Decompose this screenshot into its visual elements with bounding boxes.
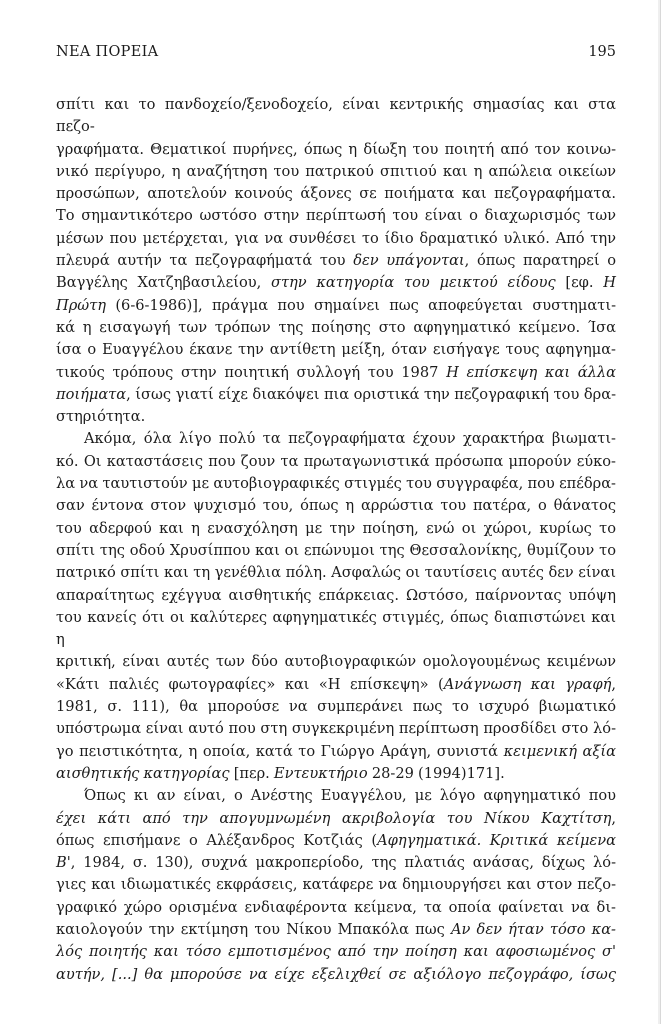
text-line: [56, 339, 616, 361]
italic-text: Πρώτη: [56, 296, 107, 314]
text-line: [56, 651, 616, 673]
page-number: 195: [588, 44, 616, 60]
text-run: μέσων που μετέρχεται, για να συνθέσει το ίδιο δραματικό υλικό. Από την: [56, 229, 616, 247]
text-line: [56, 495, 616, 517]
text-line: [56, 428, 616, 450]
text-run: στηριότητα.: [56, 408, 146, 426]
text-run: , 1984, σ. 130), συχνά μακροπερίοδο, της πλατιάς ανάσας, δίχως λό-: [70, 854, 616, 872]
italic-text: Εντευκτήριο: [273, 764, 368, 782]
text-run: , όπως παρατηρεί ο: [464, 252, 617, 270]
text-run: (6-6-1986)], πράγμα που σημαίνει πως αποφεύγεται συστηματι-: [106, 296, 616, 314]
text-run: πλευρά αυτήν τα πεζογραφήματά του: [56, 252, 354, 270]
text-line: [56, 964, 616, 986]
text-line: [56, 295, 616, 317]
text-run: 28-29 (1994)171].: [367, 764, 505, 782]
text-run: Το σημαντικότερο ωστόσο στην περίπτωσή του είναι ο διαχωρισμός των: [56, 207, 616, 225]
text-line: [56, 384, 616, 406]
text-run: λα να ταυτιστούν με αυτοβιογραφικές στιγμές του συγγραφέα, που επέδρα-: [56, 475, 616, 493]
text-line: [56, 183, 616, 205]
text-line: [56, 763, 616, 785]
text-line: [56, 205, 616, 227]
italic-text: Αν δεν ήταν τόσο κα-: [450, 920, 616, 938]
italic-text: Β': [56, 854, 71, 872]
text-line: [56, 139, 616, 161]
text-line: [56, 406, 616, 428]
text-run: Ακόμα, όλα λίγο πολύ τα πεζογραφήματα έχουν χαρακτήρα βιωματι-: [84, 430, 616, 448]
text-run: «Κάτι παλιές φωτογραφίες» και «Η επίσκεψη» (: [56, 675, 444, 693]
text-run: 1981, σ. 111), θα μπορούσε να συμπεράνει πως το ισχυρό βιωματικό: [56, 698, 616, 716]
text-line: [56, 696, 616, 718]
text-run: γιες και ιδιωματικές εκφράσεις, κατάφερε να δημιουργήσει και στον πεζο-: [56, 876, 616, 894]
text-line: [56, 362, 616, 384]
text-run: του αδερφού και η ενασχόληση με την ποίηση, ενώ οι χώροι, κυρίως το: [56, 519, 616, 537]
text-line: [56, 607, 616, 652]
text-run: κά η εισαγωγή των τρόπων της ποίησης στο αφηγηματικό κείμενο. Ίσα: [56, 318, 616, 336]
text-run: σαν έντονα στον ψυχισμό του, όπως η αρρώστια του πατέρα, ο θάνατος: [56, 497, 616, 515]
text-line: [56, 718, 616, 740]
text-line: [56, 94, 616, 139]
text-run: Βαγγέλης Χατζηβασιλείου,: [56, 274, 271, 292]
text-run: του κανείς ότι οι καλύτερες αφηγηματικές στιγμές, όπως διαπιστώνει και η: [56, 608, 616, 649]
text-line: [56, 852, 616, 874]
text-run: σπίτι της οδού Χρυσίππου και οι επώνυμοι της Θεσσαλονίκης, θυμίζουν το: [56, 541, 616, 559]
text-line: [56, 919, 616, 941]
text-run: πατρικό σπίτι και τη γενέθλια πόλη. Ασφαλώς οι ταυτίσεις αυτές δεν είναι: [56, 564, 616, 582]
text-line: [56, 562, 616, 584]
text-run: Όπως κι αν είναι, ο Ανέστης Ευαγγέλου, με λόγο αφηγηματικό που: [84, 787, 616, 805]
text-line: [56, 272, 616, 294]
text-run: απαραίτητως εχέγγυα αισθητικής επάρκειας. Ωστόσο, παίρνοντας υπόψη: [56, 586, 616, 604]
page-header: [56, 44, 616, 68]
text-run: ,: [611, 675, 616, 693]
text-line: [56, 874, 616, 896]
text-line: [56, 808, 616, 830]
italic-text: Η: [603, 274, 617, 292]
text-line: [56, 830, 616, 852]
text-line: [56, 897, 616, 919]
text-run: προσώπων, αποτελούν κοινούς άξονες σε ποιήματα και πεζογραφήματα.: [56, 185, 616, 203]
text-line: [56, 228, 616, 250]
text-line: [56, 473, 616, 495]
text-line: [56, 161, 616, 183]
text-line: [56, 785, 616, 807]
italic-text: δεν υπάγονται: [353, 252, 465, 270]
italic-text: έχει κάτι από την απογυμνωμένη ακριβολογία του Νίκου Καχτίτση: [56, 809, 612, 827]
italic-text: Ανάγνωση και γραφή: [443, 675, 612, 693]
text-run: [περ.: [229, 764, 274, 782]
text-run: ίσα ο Ευαγγέλου έκανε την αντίθετη μείξη, όταν εισήγαγε τους αφηγημα-: [56, 341, 616, 359]
italic-text: αυτήν, [...] θα μπορούσε να είχε εξελιχθεί σε αξιόλογο πεζογράφο, ίσως: [56, 965, 616, 983]
text-line: [56, 250, 616, 272]
text-line: [56, 317, 616, 339]
text-run: υπόστρωμα είναι αυτό που στη συγκεκριμένη περίπτωση προσδίδει στο λό-: [56, 720, 616, 738]
italic-text: Η επίσκεψη και άλλα: [446, 363, 616, 381]
body-text: [56, 94, 616, 986]
text-run: ,: [611, 809, 616, 827]
text-line: [56, 674, 616, 696]
text-run: κριτική, είναι αυτές των δύο αυτοβιογραφικών ομολογουμένως κειμένων: [56, 653, 616, 671]
italic-text: κειμενική αξία: [503, 742, 616, 760]
italic-text: Αφηγηματικά. Κριτικά κείμενα: [377, 831, 616, 849]
text-line: [56, 451, 616, 473]
text-run: γραφικό χώρο ορισμένα ενδιαφέροντα κείμενα, τα οποία φαίνεται να δι-: [56, 898, 616, 916]
text-line: [56, 518, 616, 540]
italic-text: ποιήματα: [56, 385, 127, 403]
text-run: κό. Οι καταστάσεις που ζουν τα πρωταγωνιστικά πρόσωπα μπορούν εύκο-: [56, 452, 616, 470]
italic-text: αισθητικής κατηγορίας: [56, 764, 230, 782]
text-run: σπίτι και το πανδοχείο/ξενοδοχείο, είναι κεντρικής σημασίας και στα πεζο-: [56, 96, 616, 136]
text-line: [56, 585, 616, 607]
text-run: [εφ.: [555, 274, 604, 292]
italic-text: λός ποιητής και τόσο εμποτισμένος από την ποίηση και αφοσιωμένος σ': [56, 943, 616, 961]
text-line: [56, 941, 616, 963]
text-run: νικό περίγυρο, η αναζήτηση του πατρικού σπιτιού και η απώλεια οικείων: [56, 162, 616, 180]
text-line: [56, 540, 616, 562]
text-run: γο πειστικότητα, η οποία, κατά το Γιώργο Αράγη, συνιστά: [56, 742, 504, 760]
text-run: γραφήματα. Θεματικοί πυρήνες, όπως η δίωξη του ποιητή από τον κοινω-: [56, 140, 616, 158]
text-run: τικούς τρόπους στην ποιητική συλλογή του 1987: [56, 363, 447, 381]
running-head: ΝΕΑ ΠΟΡΕΙΑ: [56, 44, 159, 60]
text-line: [56, 741, 616, 763]
text-run: όπως επισήμανε ο Αλέξανδρος Κοτζιάς (: [56, 831, 378, 849]
text-run: , ίσως γιατί είχε διακόψει πια οριστικά την πεζογραφική του δρα-: [126, 385, 616, 403]
text-run: καιολογούν την εκτίμηση του Νίκου Μπακόλα πως: [56, 920, 451, 938]
italic-text: στην κατηγορία του μεικτού είδους: [270, 274, 556, 292]
